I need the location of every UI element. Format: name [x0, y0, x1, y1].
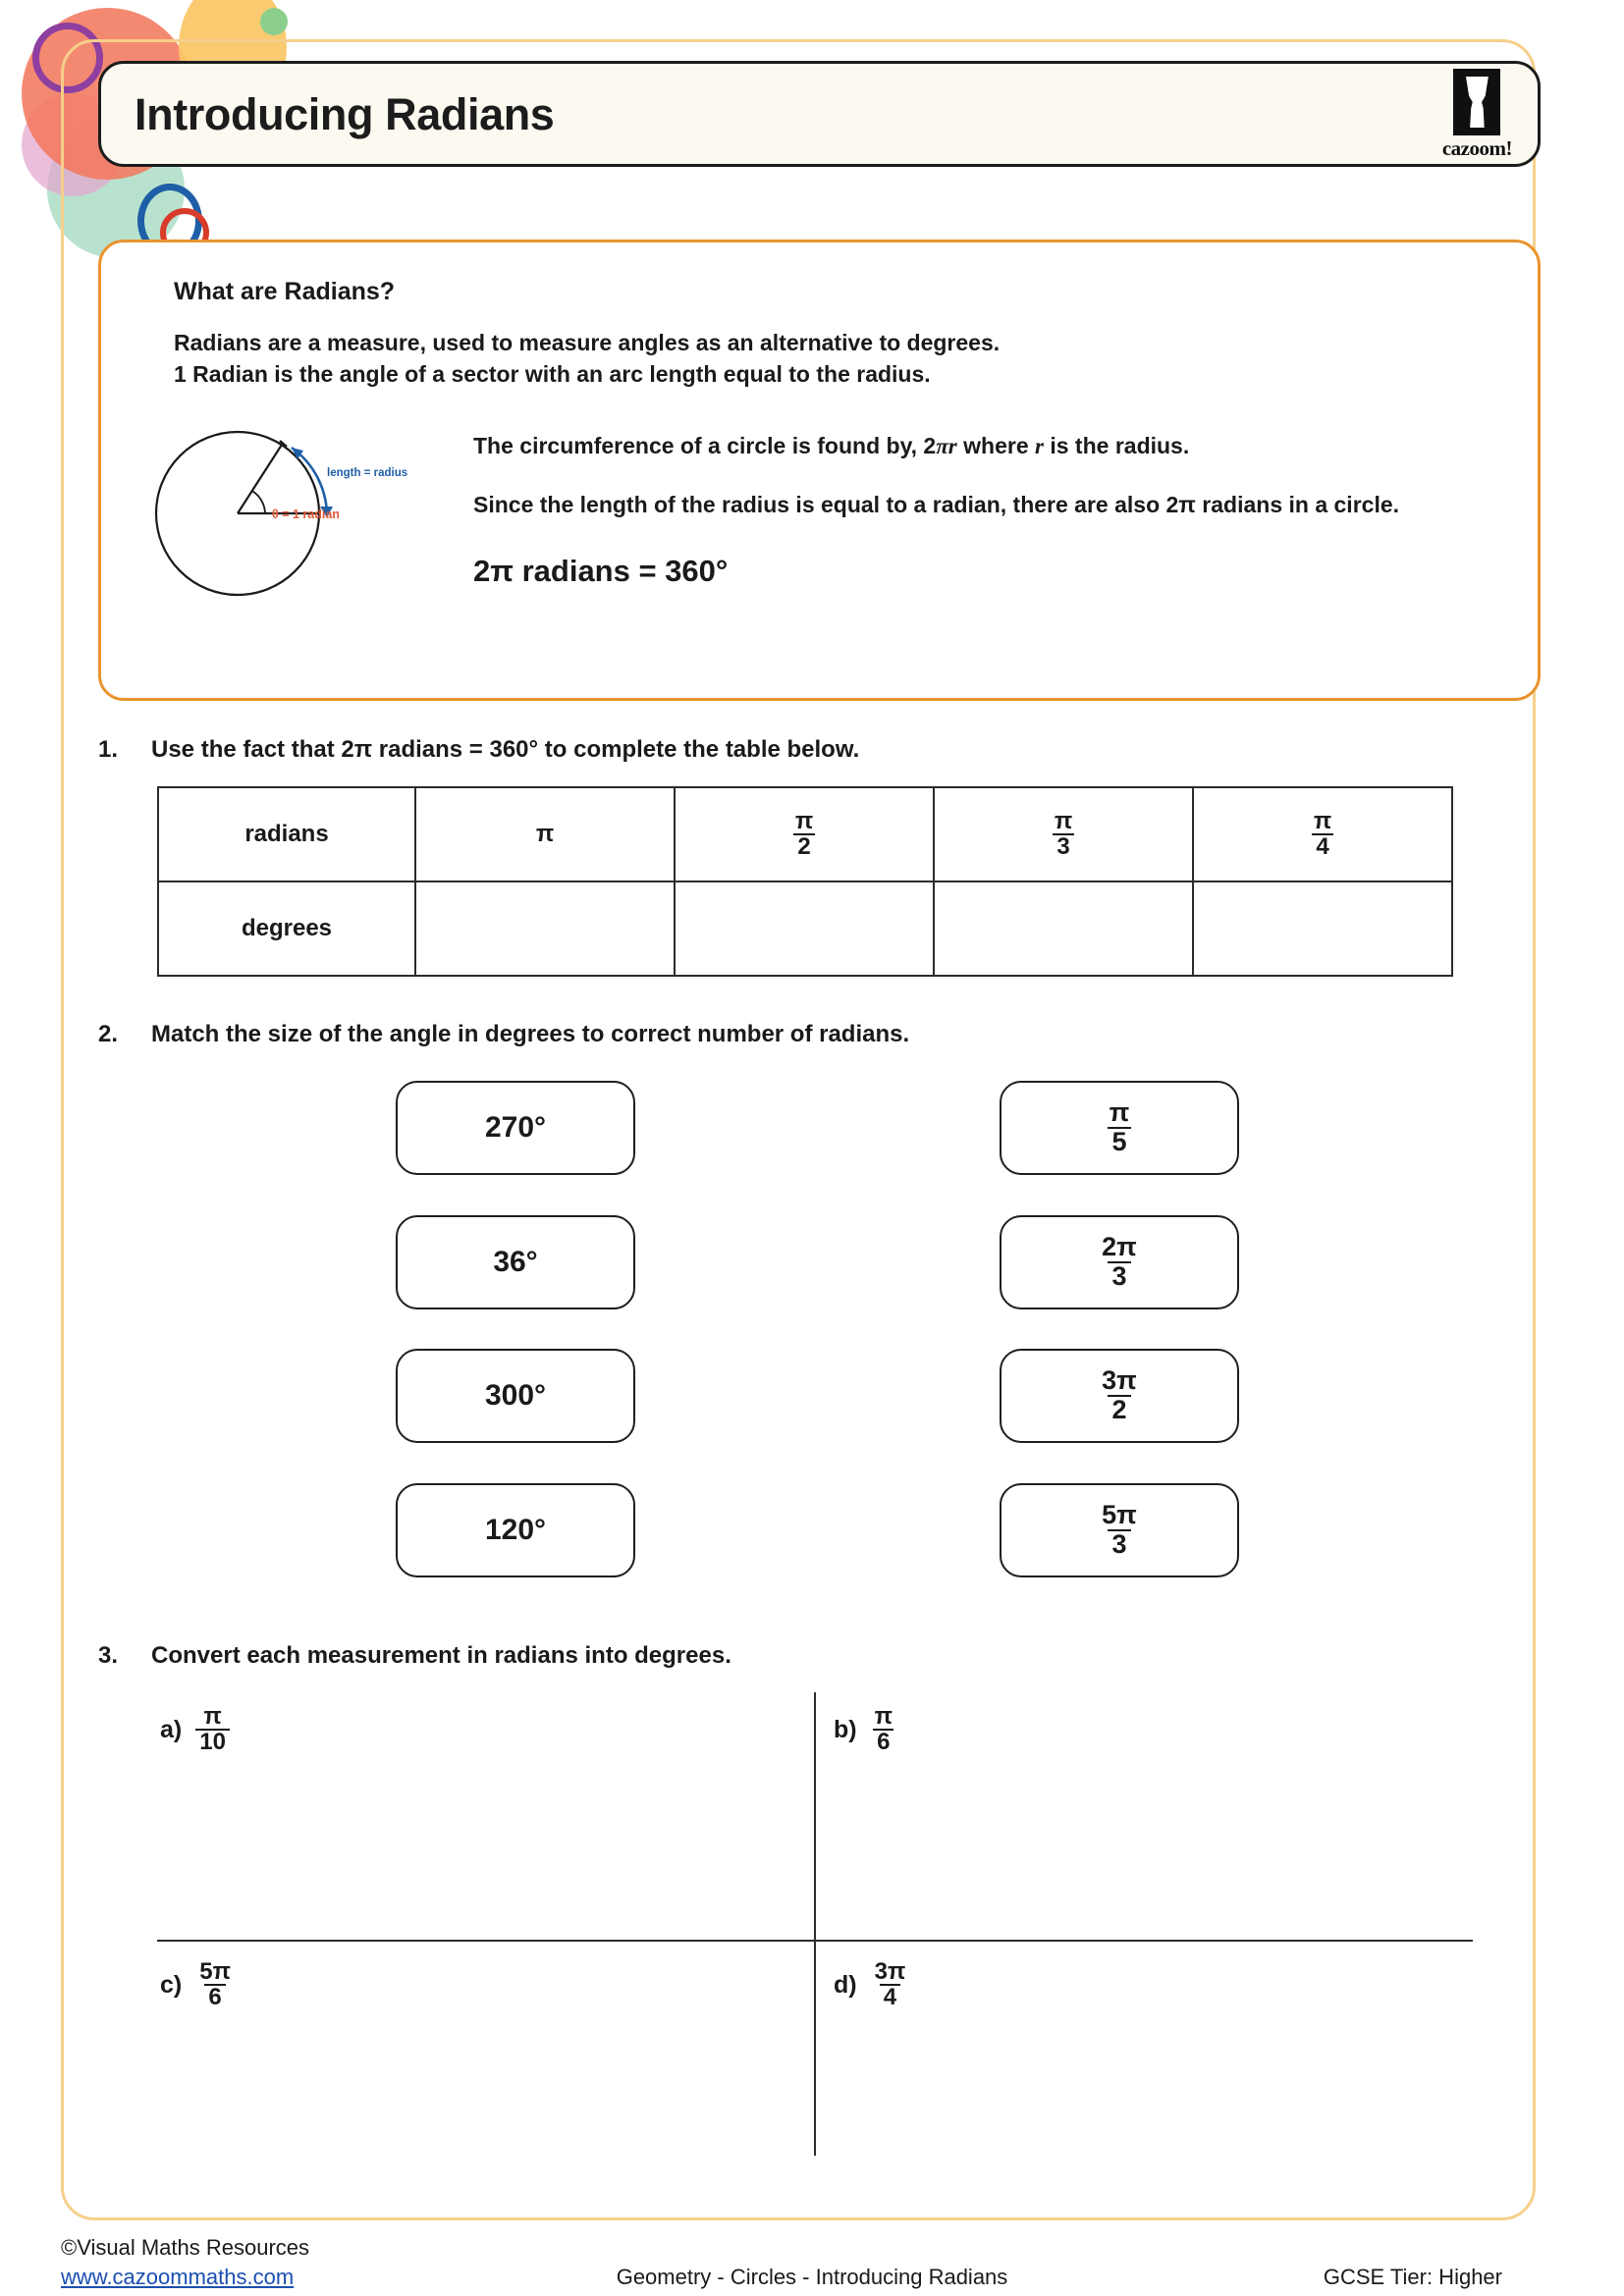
match-degree-box-120[interactable]: 120°	[396, 1483, 635, 1577]
info-paragraph-since: Since the length of the radius is equal to a radian, there are also 2π radians in a circle.	[473, 491, 1400, 517]
question-1-number: 1.	[98, 736, 119, 763]
table-answer-degrees-4[interactable]	[1193, 881, 1452, 976]
table-answer-degrees-1[interactable]	[415, 881, 675, 976]
table-cell-radians-2: $\frac{\pi}{2}$	[675, 787, 934, 881]
answer-grid-vertical-divider	[814, 1692, 816, 2156]
convert-item-a[interactable]: a) $\frac{\pi}{10}$	[160, 1705, 230, 1755]
arc-length-label: length = radius	[327, 467, 408, 480]
convert-item-b[interactable]: b) $\frac{\pi}{6}$	[834, 1703, 893, 1756]
page-title: Introducing Radians	[135, 88, 555, 139]
cazoom-logo	[1442, 69, 1512, 159]
decorative-circle-green	[260, 8, 288, 35]
info-box-heading: What are Radians?	[174, 278, 396, 305]
footer-tier: GCSE Tier: Higher	[1323, 2265, 1502, 2289]
info-box-line-2: 1 Radian is the angle of a sector with an arc length equal to the radius.	[174, 360, 931, 387]
radian-circle-svg	[135, 415, 429, 612]
question-3-number: 3.	[98, 1642, 119, 1669]
match-radian-box-4[interactable]: $\frac{5\pi}{3}$	[1000, 1483, 1239, 1577]
table-cell-radians-4: $\frac{\pi}{4}$	[1193, 787, 1452, 881]
table-label-degrees: degrees	[158, 881, 415, 976]
table-label-radians: radians	[158, 787, 415, 881]
match-radian-box-1[interactable]: $\frac{\pi}{5}$	[1000, 1081, 1239, 1175]
radians-degrees-table	[157, 786, 1453, 977]
match-radian-box-3[interactable]: $\frac{3\pi}{2}$	[1000, 1349, 1239, 1443]
table-answer-degrees-2[interactable]	[675, 881, 934, 976]
table-row-radians	[158, 787, 1452, 881]
question-2	[98, 1021, 909, 1048]
info-paragraph-circumference: The circumference of a circle is found by, 2πr where r is the radius.	[473, 433, 1190, 459]
match-degree-box-36[interactable]: 36°	[396, 1215, 635, 1309]
question-2-text: Match the size of the angle in degrees to correct number of radians.	[151, 1021, 910, 1047]
answer-grid-horizontal-divider	[157, 1940, 1473, 1942]
question-2-number: 2.	[98, 1021, 119, 1047]
logo-wordmark: cazoom!	[1441, 136, 1512, 160]
angle-theta-label: θ = 1 radian	[272, 507, 340, 522]
question-1-text: Use the fact that 2π radians = 360° to complete the table below.	[151, 736, 860, 763]
convert-item-c[interactable]: c) $\frac{5\pi}{6}$	[160, 1958, 231, 2011]
match-radian-box-2[interactable]: $\frac{2\pi}{3}$	[1000, 1215, 1239, 1309]
footer-topic: Geometry - Circles - Introducing Radians	[616, 2265, 1008, 2289]
table-cell-radians-1: π	[415, 787, 675, 881]
table-cell-radians-3: $\frac{\pi}{3}$	[934, 787, 1193, 881]
question-3-text: Convert each measurement in radians into degrees.	[151, 1642, 731, 1669]
match-degree-box-270[interactable]: 270°	[396, 1081, 635, 1175]
info-box-what-are-radians	[98, 240, 1541, 701]
table-row-degrees	[158, 881, 1452, 976]
info-box-line-1: Radians are a measure, used to measure angles as an alternative to degrees.	[174, 330, 1001, 355]
convert-item-d[interactable]: d) $\frac{3\pi}{4}$	[834, 1958, 906, 2011]
key-equation: 2π radians = 360°	[473, 553, 729, 588]
question-1	[98, 736, 859, 764]
footer-copyright: ©Visual Maths Resources	[61, 2235, 310, 2260]
question-3	[98, 1642, 731, 1670]
match-degree-box-300[interactable]: 300°	[396, 1349, 635, 1443]
footer-website-link[interactable]: www.cazoommaths.com	[61, 2264, 295, 2289]
cazoom-hourglass-icon	[1453, 69, 1500, 135]
radian-diagram	[135, 415, 473, 616]
worksheet-header	[98, 61, 1541, 167]
table-answer-degrees-3[interactable]	[934, 881, 1193, 976]
